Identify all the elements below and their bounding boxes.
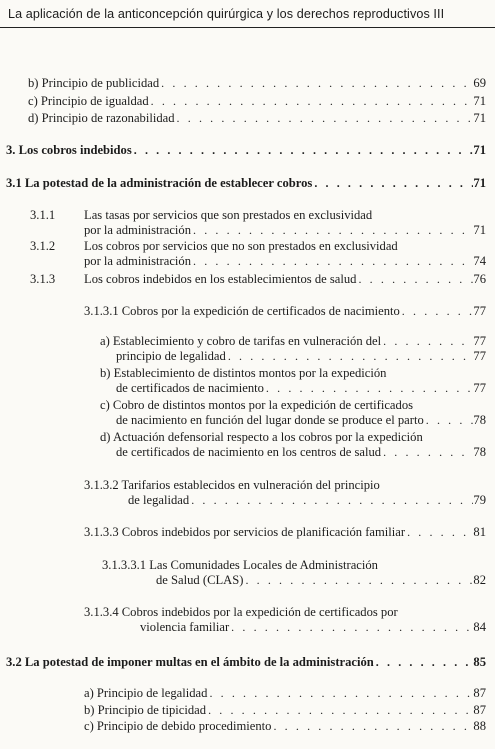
- toc-entry-label: de nacimiento en función del lugar donde se produce el parto: [116, 413, 424, 427]
- toc-entry-label: Los cobros indebidos en los establecimientos de salud: [84, 272, 357, 286]
- toc-section-entry[interactable]: [6, 176, 486, 191]
- toc-page-number: 77: [473, 334, 486, 348]
- toc-entry-label[interactable]: d) Actuación defensorial respecto a los cobros por la expedición: [100, 430, 423, 444]
- toc-entry[interactable]: [84, 272, 486, 287]
- toc-entry-label: b) Principio de tipicidad: [84, 703, 207, 717]
- leader-dots: [405, 525, 473, 540]
- toc-chapter-entry[interactable]: [6, 143, 486, 158]
- leader-dots: [149, 94, 474, 109]
- toc-page-number: 76: [473, 272, 486, 286]
- toc-entry-label: b) Principio de publicidad: [28, 76, 160, 90]
- toc-entry-label: 3.1.3.1 Cobros por la expedición de certificados de nacimiento: [84, 304, 400, 318]
- toc-entry-label[interactable]: 3.1.3.3.1 Las Comunidades Locales de Administración: [102, 558, 378, 572]
- toc-page-number: 77: [473, 349, 486, 363]
- leader-dots: [400, 304, 474, 319]
- toc-entry[interactable]: [116, 349, 486, 364]
- leader-dots: [229, 620, 473, 635]
- toc-entry[interactable]: [84, 525, 486, 540]
- toc-entry-label: por la administración: [84, 223, 192, 237]
- leader-dots: [159, 76, 473, 91]
- toc-entry[interactable]: [28, 94, 486, 109]
- leader-dots: [226, 349, 474, 364]
- toc-entry-label: por la administración: [84, 254, 192, 268]
- leader-dots: [271, 719, 473, 734]
- toc-entry-label[interactable]: b) Establecimiento de distintos montos por la expedición: [100, 366, 387, 380]
- toc-page-number: 71: [473, 111, 486, 125]
- toc-page-number: 78: [473, 413, 486, 427]
- toc-entry[interactable]: [84, 223, 486, 238]
- toc-entry-label: principio de legalidad: [116, 349, 226, 363]
- toc-entry-label: 3.1.3.3 Cobros indebidos por servicios de planificación familiar: [84, 525, 406, 539]
- toc-page-number: 88: [473, 719, 486, 733]
- toc-entry[interactable]: [156, 573, 486, 588]
- toc-section-number: 3.1.3: [30, 272, 56, 286]
- toc-entry-label: de Salud (CLAS): [156, 573, 244, 587]
- toc-page-number: 79: [473, 493, 486, 507]
- toc-entry-label: violencia familiar: [140, 620, 230, 634]
- leader-dots: [175, 111, 474, 126]
- leader-dots: [191, 223, 473, 238]
- toc-entry[interactable]: [140, 620, 486, 635]
- toc-section-number: 3.1.1: [30, 208, 56, 222]
- toc-page-number: 82: [473, 573, 486, 587]
- leader-dots: [264, 381, 473, 396]
- toc-page-number: 87: [473, 686, 486, 700]
- toc-page-number: 71: [473, 143, 486, 157]
- toc-entry[interactable]: [28, 111, 486, 126]
- leader-dots: [374, 655, 474, 670]
- toc-section-number: 3.1.2: [30, 239, 56, 253]
- leader-dots: [206, 703, 473, 718]
- leader-dots: [312, 176, 473, 191]
- toc-page-number: 69: [473, 76, 486, 90]
- toc-page-number: 84: [473, 620, 486, 634]
- toc-entry-label[interactable]: 3.1.3.4 Cobros indebidos por la expedición de certificados por: [84, 605, 398, 619]
- toc-section-entry[interactable]: [6, 655, 486, 670]
- toc-page-number: 87: [473, 703, 486, 717]
- toc-page-number: 77: [473, 304, 486, 318]
- toc-entry-label: de legalidad: [128, 493, 190, 507]
- toc-entry[interactable]: [128, 493, 486, 508]
- toc-entry-label[interactable]: c) Cobro de distintos montos por la expedición de certificados: [100, 398, 414, 412]
- leader-dots: [243, 573, 473, 588]
- toc-entry[interactable]: [84, 686, 486, 701]
- toc-entry-label: de certificados de nacimiento en los centros de salud: [116, 445, 382, 459]
- leader-dots: [381, 334, 473, 349]
- running-header-title: La aplicación de la anticoncepción quirúrgica y los derechos reproductivos III: [8, 7, 445, 21]
- toc-entry[interactable]: [28, 76, 486, 91]
- leader-dots: [424, 413, 474, 428]
- toc-page-number: 81: [473, 525, 486, 539]
- leader-dots: [191, 254, 473, 269]
- leader-dots: [132, 143, 474, 158]
- toc-entry-label[interactable]: 3.1.3.2 Tarifarios establecidos en vulneración del principio: [84, 478, 380, 492]
- leader-dots: [207, 686, 473, 701]
- toc-entry[interactable]: [116, 445, 486, 460]
- toc-entry-label: 3. Los cobros indebidos: [6, 143, 132, 157]
- toc-entry[interactable]: [84, 304, 486, 319]
- leader-dots: [189, 493, 473, 508]
- toc-page-number: 78: [473, 445, 486, 459]
- toc-entry[interactable]: [84, 703, 486, 718]
- toc-entry[interactable]: [84, 254, 486, 269]
- toc-entry-label: a) Establecimiento y cobro de tarifas en vulneración del: [100, 334, 382, 348]
- leader-dots: [356, 272, 473, 287]
- toc-entry[interactable]: [116, 413, 486, 428]
- toc-entry-label: d) Principio de razonabilidad: [28, 111, 175, 125]
- toc-page-number: 77: [473, 381, 486, 395]
- toc-entry-label[interactable]: Las tasas por servicios que son prestados en exclusividad: [84, 208, 373, 222]
- toc-entry-label: c) Principio de debido procedimiento: [84, 719, 272, 733]
- toc-entry[interactable]: [116, 381, 486, 396]
- toc-entry[interactable]: [84, 719, 486, 734]
- toc-entry-label: 3.2 La potestad de imponer multas en el ámbito de la administración: [6, 655, 374, 669]
- toc-page-number: 71: [473, 94, 486, 108]
- toc-entry-label: c) Principio de igualdad: [28, 94, 149, 108]
- leader-dots: [381, 445, 473, 460]
- toc-entry[interactable]: [100, 334, 486, 349]
- toc-entry-label[interactable]: Los cobros por servicios que no son prestados en exclusividad: [84, 239, 398, 253]
- toc-entry-label: 3.1 La potestad de la administración de establecer cobros: [6, 176, 313, 190]
- toc-page-number: 74: [473, 254, 486, 268]
- toc-entry-label: a) Principio de legalidad: [84, 686, 208, 700]
- toc-page-number: 71: [473, 223, 486, 237]
- toc-page-number: 71: [473, 176, 486, 190]
- toc-entry-label: de certificados de nacimiento: [116, 381, 264, 395]
- toc-page-number: 85: [473, 655, 486, 669]
